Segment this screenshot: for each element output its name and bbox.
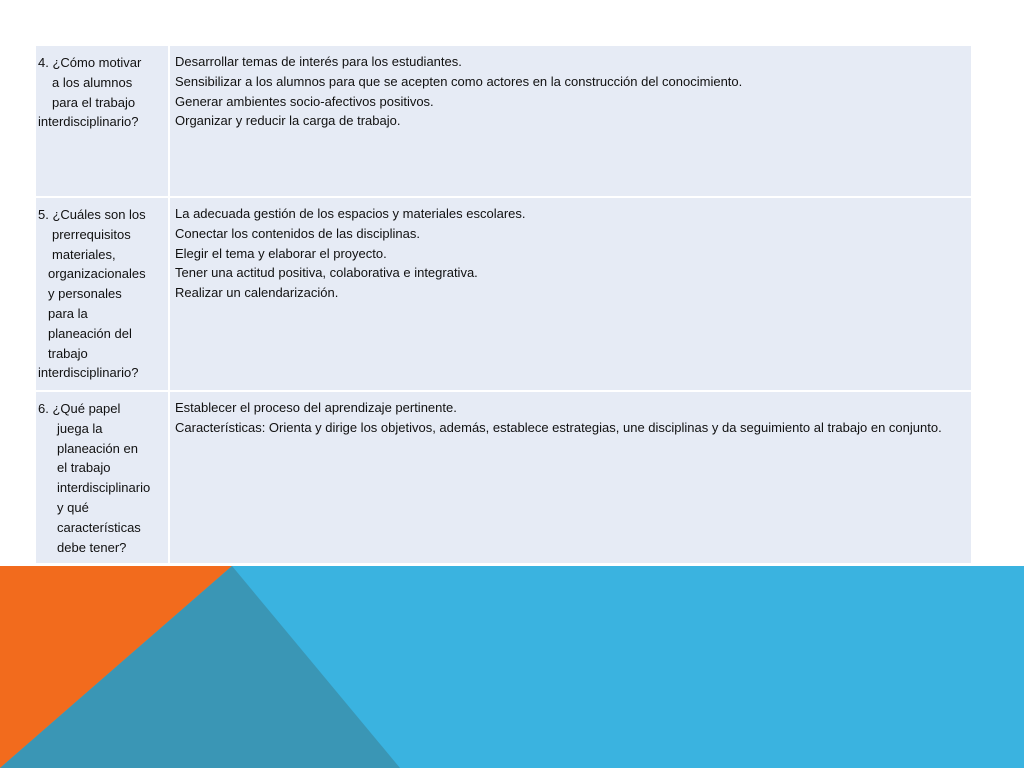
answer-cell — [169, 197, 972, 391]
question-line: materiales, — [52, 246, 116, 262]
answer-cell — [169, 45, 972, 197]
question-line: trabajo — [48, 345, 88, 361]
question-line: el trabajo — [57, 460, 111, 476]
answer-line: Generar ambientes socio-afectivos positivos. — [175, 93, 434, 109]
question-line: para la — [48, 305, 88, 321]
decorative-footer — [0, 566, 1024, 768]
question-cell — [35, 391, 169, 564]
question-line: prerrequisitos — [52, 226, 131, 242]
question-line: planeación del — [48, 325, 132, 341]
question-line: características — [57, 519, 141, 535]
question-line: 6. ¿Qué papel — [38, 401, 121, 416]
table-row — [35, 45, 972, 197]
answer-line: Desarrollar temas de interés para los estudiantes. — [175, 54, 462, 69]
question-line: y personales — [48, 286, 122, 302]
question-line: juega la — [57, 420, 103, 436]
answer-line: Sensibilizar a los alumnos para que se acepten como actores en la construcción del conocimiento. — [175, 73, 743, 89]
answer-line: Elegir el tema y elaborar el proyecto. — [175, 245, 387, 261]
answer-line: Organizar y reducir la carga de trabajo. — [175, 113, 401, 129]
table-row — [35, 391, 972, 564]
question-line: para el trabajo — [52, 94, 136, 110]
question-line: organizacionales — [48, 266, 146, 282]
question-line: 5. ¿Cuáles son los — [38, 207, 146, 222]
question-line: y qué — [57, 499, 89, 515]
answer-line: Tener una actitud positiva, colaborativa e integrativa. — [175, 265, 478, 281]
answer-line: La adecuada gestión de los espacios y materiales escolares. — [175, 206, 526, 221]
question-line: planeación en — [57, 440, 138, 456]
answer-line: Características: Orienta y dirige los objetivos, además, establece estrategias, une disciplinas y da seguimiento al trabajo en conjunto. — [175, 419, 942, 435]
question-cell — [35, 197, 169, 391]
answer-line: Establecer el proceso del aprendizaje pertinente. — [175, 400, 457, 415]
question-line: a los alumnos — [52, 74, 133, 90]
question-line: interdisciplinario — [57, 480, 151, 496]
question-line: 4. ¿Cómo motivar — [38, 55, 142, 70]
answer-line: Realizar un calendarización. — [175, 285, 339, 301]
content-table — [34, 44, 973, 565]
answer-line: Conectar los contenidos de las disciplinas. — [175, 225, 420, 241]
answer-cell — [169, 391, 972, 564]
question-line: interdisciplinario? — [38, 365, 139, 381]
table-row — [35, 197, 972, 391]
question-line: interdisciplinario? — [38, 114, 139, 130]
question-line: debe tener? — [57, 539, 127, 555]
question-cell — [35, 45, 169, 197]
